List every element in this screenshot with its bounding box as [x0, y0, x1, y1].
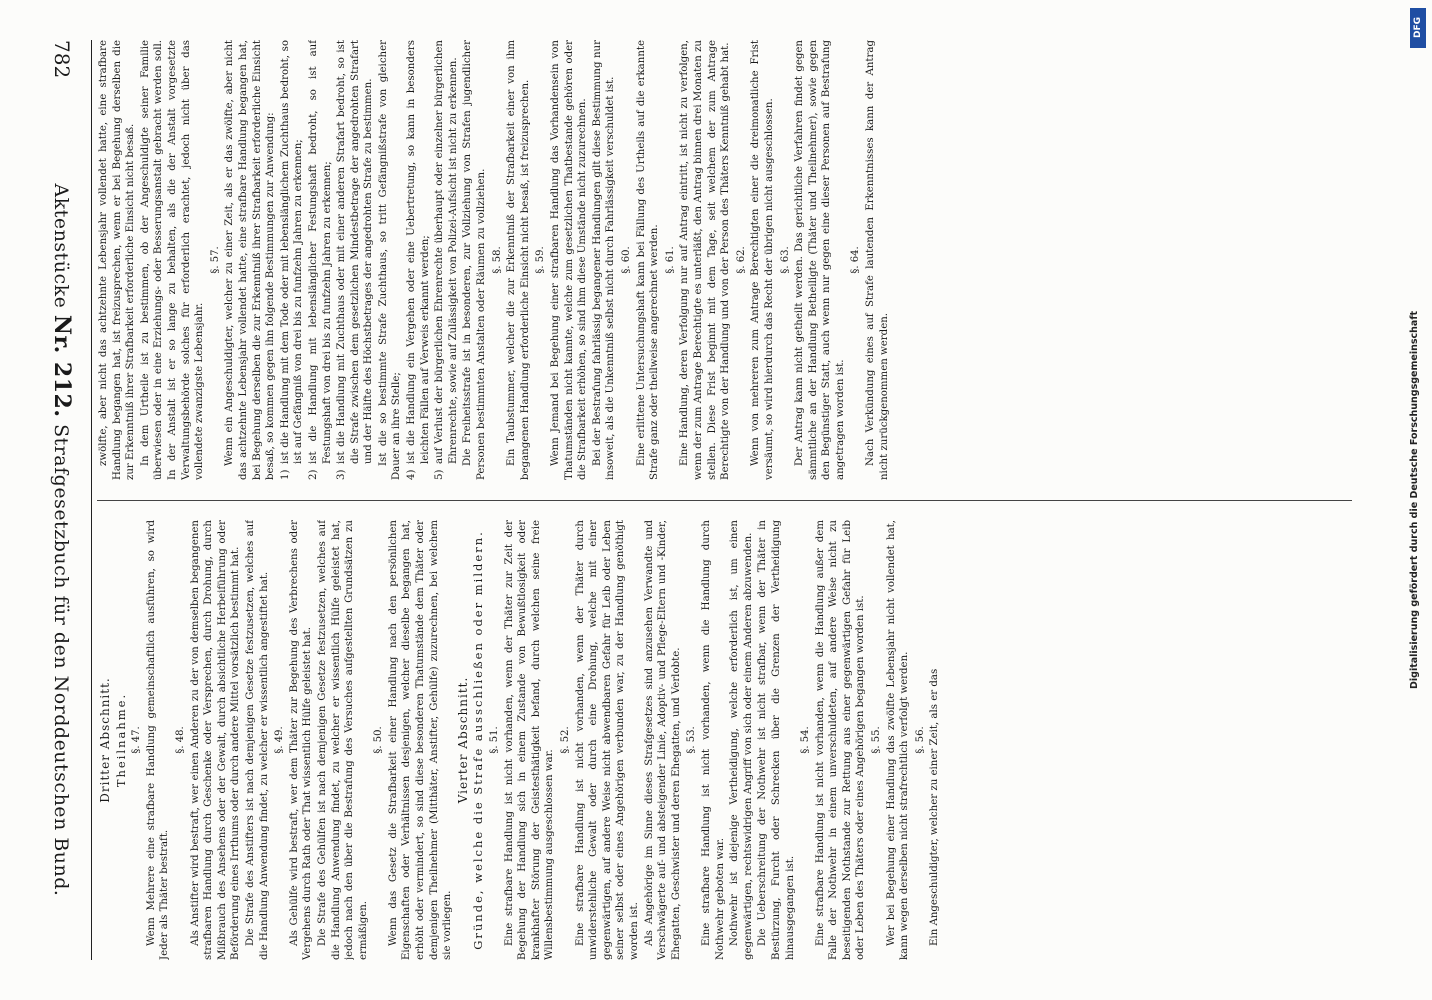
list-item-text: ist die Handlung mit dem Tode oder mit lebenslänglichem Zuchthaus bedroht, so ist auf Gefängniß von drei bis zu funfzehn Jahren zu erkennen;: [279, 40, 305, 464]
paragraph-number: §. 59.: [535, 246, 547, 274]
header-rule: [91, 40, 92, 960]
body-paragraph: Nach Verkündung eines auf Strafe lautenden Erkenntnisses kann der Antrag nicht zurückgenommen werden.: [865, 40, 890, 480]
list-item-text: ist die Handlung ein Vergehen oder eine Uebertretung, so kann in besonders leichten Fällen auf Verweis erkannt werden;: [406, 40, 431, 464]
body-paragraph: zwölfte, aber nicht das achtzehnte Lebensjahr vollendet hatte, eine strafbare Handlung begangen hat, ist freizusprechen, wenn er bei Begehung derselben die zur Erkenntniß ihrer Strafbarkeit erforderliche Einsicht nicht besaß.: [98, 40, 137, 480]
list-item-number: 3): [336, 469, 348, 480]
list-item-number: 2): [307, 469, 319, 480]
running-head-title: Strafgesetzbuch für den Norddeutschen Bund.: [50, 424, 72, 897]
column-divider: [97, 500, 1352, 501]
section-subheading: Gründe, welche die Strafe ausschließen oder mildern.: [471, 530, 486, 950]
body-paragraph: Ein Taubstummer, welcher die zur Erkenntniß der Strafbarkeit einer von ihm begangenen Handlung erforderliche Einsicht nicht besaß, ist freizusprechen.: [506, 40, 531, 480]
section-subheading: Theilnahme.: [113, 692, 128, 788]
body-paragraph: Wer bei Begehung einer Handlung das zwölfte Lebensjahr nicht vollendet hat, kann wegen derselben nicht strafrechtlich verfolgt werden.: [885, 520, 911, 960]
section-heading: Vierter Abschnitt.: [455, 676, 470, 804]
body-paragraph: Wenn Mehrere eine strafbare Handlung gemeinschaftlich ausführen, so wird Jeder als Thäter bestraft.: [145, 520, 171, 960]
body-paragraph: Als Anstifter wird bestraft, wer einen Anderen zu der von demselben begangenen strafbaren Handlung durch Geschenke oder Versprechen, durch Drohung, durch Mißbrauch des Ansehens oder der Gewalt, durch absichtliche Herbeiführung oder Beförderung eines Irrthums oder durch andere Mittel vorsätzlich bestimmt hat.: [189, 520, 242, 960]
paragraph-number: §. 48.: [174, 726, 186, 754]
body-paragraph: Als Angehörige im Sinne dieses Strafgesetzes sind anzusehen Verwandte und Verschwägerte auf- und absteigender Linie, Adoptiv- und Pflege-Eltern und -Kinder, Ehegatten, Geschwister und deren Ehegatten, und Verlobte.: [643, 520, 682, 960]
list-item: [433, 40, 460, 480]
body-paragraph: Eine Handlung, deren Verfolgung nur auf Antrag eintritt, ist nicht zu verfolgen, wenn der zum Antrage Berechtigte es unterläßt, den Antrag binnen drei Monaten zu stellen. Diese Frist beginnt mit dem Tage, seit welchem der zum Antrage Berechtigte von der Handlung und von der Person des Thäters Kenntniß gehabt hat.: [679, 40, 732, 480]
body-paragraph: Bei der Bestrafung fahrlässig begangener Handlungen gilt diese Bestimmung nur insoweit, als die Unkenntniß selbst nicht durch Fahrlässigkeit verschuldet ist.: [591, 40, 617, 480]
paragraph-number: §. 50.: [373, 726, 385, 754]
digitization-credit: [1403, 20, 1425, 980]
list-item-number: 4): [406, 469, 418, 480]
body-paragraph: Wenn das Gesetz die Strafbarkeit einer Handlung nach den persönlichen Eigenschaften oder Verhältnissen desjenigen, welcher dieselbe begangen hat, erhöht oder vermindert, so sind diese besonderen Thatumstände dem Thäter oder demjenigen Theilnehmer (Mitthäter, Anstifter, Gehülfe) zuzurechnen, bei welchem sie vorliegen.: [387, 520, 454, 960]
list-item-text: ist die Handlung mit lebenslänglicher Festungshaft bedroht, so ist auf Festungshaft von drei bis zu funfzehn Jahren zu erkennen;: [307, 40, 333, 464]
paragraph-number: §. 63.: [779, 246, 791, 274]
body-paragraph: Die Ueberschreitung der Nothwehr ist nicht strafbar, wenn der Thäter in Bestürzung, Furcht oder Schrecken über die Grenzen der Vertheidigung hinausgegangen ist.: [757, 520, 796, 960]
paragraph-number: §. 57.: [209, 246, 221, 274]
paragraph-number: §. 58.: [491, 246, 503, 274]
body-paragraph: Der Antrag kann nicht getheilt werden. Das gerichtliche Verfahren findet gegen sämmtliche an der Handlung Betheiligte (Thäter und Theilnehmer), sowie gegen den Begünstiger Statt, auch wenn nur gegen eine dieser Personen auf Bestrafung angetragen worden ist.: [794, 40, 846, 480]
list-item: [279, 40, 306, 480]
paragraph-number: §. 54.: [800, 726, 812, 754]
body-paragraph: Ein Angeschuldigter, welcher zu einer Zeit, als er das: [929, 668, 941, 946]
body-paragraph: Eine strafbare Handlung ist nicht vorhanden, wenn der Thäter durch unwiderstehliche Gewalt oder durch eine Drohung, welche mit einer gegenwärtigen, auf andere Weise nicht abwendbaren Gefahr für Leib oder Leben seiner selbst oder eines Angehörigen verbunden war, zu der Handlung genöthigt worden ist.: [574, 520, 640, 960]
running-head-number: Nr. 212.: [49, 314, 75, 418]
paragraph-number: §. 60.: [620, 246, 632, 274]
body-paragraph: Als Gehülfe wird bestraft, wer dem Thäter zur Begehung des Verbrechens oder Vergehens durch Rath oder That wissentlich Hülfe geleistet hat.: [288, 520, 314, 960]
body-paragraph: In dem Urtheile ist zu bestimmen, ob der Angeschuldigte seiner Familie überwiesen oder in eine Erziehungs- oder Besserungsanstalt gebracht werden soll. In der Anstalt ist er so lange zu behalten, als die der Anstalt vorgesetzte Verwaltungsbehörde solches für erforderlich erachtet, jedoch nicht über das vollendete zwanzigste Lebensjahr.: [139, 40, 206, 480]
paragraph-number: §. 62.: [735, 246, 747, 274]
body-paragraph: Wenn Jemand bei Begehung einer strafbaren Handlung das Vorhandensein von Thatumständen nicht kannte, welche zum gesetzlichen Thatbestande gehören oder die Strafbarkeit erhöhen, so sind ihm diese Umstände nicht zuzurechnen.: [550, 40, 589, 480]
dfg-logo-text: DFG: [1413, 17, 1423, 39]
body-paragraph: Ist die so bestimmte Strafe Zuchthaus, so tritt Gefängnißstrafe von gleicher Dauer an ihre Stelle;: [377, 40, 403, 480]
body-paragraph: Wenn von mehreren zum Antrage Berechtigten einer die dreimonatliche Frist versäumt, so wird hierdurch das Recht der übrigen nicht ausgeschlossen.: [750, 40, 775, 480]
body-paragraph: Die Freiheitsstrafe ist in besonderen, zur Vollziehung von Strafen jugendlicher Personen bestimmten Anstalten oder Räumen zu vollziehen.: [462, 40, 488, 480]
list-item-text: auf Verlust der bürgerlichen Ehrenrechte überhaupt oder einzelner bürgerlichen Ehrenrechte, sowie auf Zulässigkeit von Polizei-Aufsicht ist nicht zu erkennen.: [434, 40, 459, 464]
text-column-left: [97, 520, 1352, 960]
body-paragraph: Die Strafe des Anstifters ist nach demjenigen Gesetze festzusetzen, welches auf die Handlung Anwendung findet, zu welcher er wissentlich angestiftet hat.: [244, 520, 270, 960]
list-item-number: 5): [434, 469, 446, 480]
body-paragraph: Die Strafe des Gehülfen ist nach demjenigen Gesetze festzusetzen, welches auf die Handlung Anwendung findet, zu welcher er wissentlich Hülfe geleistet hat, jedoch nach den über die Bestrafung des Versuches aufgestellten Grundsätzen zu ermäßigen.: [316, 520, 369, 960]
section-heading: Dritter Abschnitt.: [98, 677, 112, 803]
body-paragraph: Eine strafbare Handlung ist nicht vorhanden, wenn die Handlung durch Nothwehr geboten war.: [700, 520, 726, 960]
list-item-number: 1): [279, 469, 291, 480]
body-paragraph: Nothwehr ist diejenige Vertheidigung, welche erforderlich ist, um einen gegenwärtigen, rechtswidrigen Angriff von sich oder einem Anderen abzuwenden.: [729, 520, 754, 960]
paragraph-number: §. 56.: [914, 726, 926, 754]
paragraph-number: §. 47.: [131, 726, 143, 754]
list-item-text: ist die Handlung mit Zuchthaus oder mit einer anderen Strafart bedroht, so ist die Strafe zwischen dem gesetzlichen Mindestbetrage der angedrohten Strafart und der Hälfte des Höchstbetrages der angedrohten Strafe zu bestimmen.: [336, 40, 375, 464]
running-head: [42, 40, 82, 960]
list-item: [307, 40, 334, 480]
body-paragraph: Eine erlittene Untersuchungshaft kann bei Fällung des Urtheils auf die erkannte Strafe ganz oder theilweise angerechnet werden.: [635, 40, 661, 480]
running-head-prefix: Aktenstücke: [50, 183, 72, 309]
list-item: [405, 40, 432, 480]
paragraph-number: §. 55.: [871, 726, 883, 754]
list-item: [335, 40, 376, 480]
paragraph-number: §. 64.: [850, 246, 862, 274]
running-head-text: [49, 120, 75, 960]
paragraph-number: §. 52.: [560, 726, 571, 754]
body-paragraph: Eine strafbare Handlung ist nicht vorhanden, wenn die Handlung außer dem Falle der Nothwehr in einem unverschuldeten, auf andere Weise nicht zu beseitigenden Nothstande zur Rettung aus einer gegenwärtigen Gefahr für Leib oder Leben des Thäters oder eines Angehörigen begangen worden ist.: [814, 520, 867, 960]
paragraph-number: §. 49.: [274, 726, 286, 754]
paragraph-number: §. 51.: [489, 726, 501, 754]
text-column-right: [97, 40, 1352, 480]
paragraph-number: §. 61.: [664, 246, 676, 274]
body-paragraph: Wenn ein Angeschuldigter, welcher zu einer Zeit, als er das zwölfte, aber nicht das achtzehnte Lebensjahr vollendet hatte, eine strafbare Handlung begangen hat, bei Begehung derselben die zur Erkenntniß ihrer Strafbarkeit erforderliche Einsicht besaß, so kommen gegen ihn folgende Bestimmungen zur Anwendung:: [224, 40, 277, 480]
credit-text: Digitalisierung gefördert durch die Deutsche Forschungsgemeinschaft: [1408, 311, 1420, 689]
body-paragraph: Eine strafbare Handlung ist nicht vorhanden, wenn der Thäter zur Zeit der Begehung der Handlung sich in einem Zustande von Bewußtlosigkeit oder krankhafter Störung der Geistesthätigkeit befand, durch welchen seine freie Willensbestimmung ausgeschlossen war.: [503, 520, 556, 960]
paragraph-number: §. 53.: [686, 726, 698, 754]
page-number: 782: [50, 40, 74, 79]
